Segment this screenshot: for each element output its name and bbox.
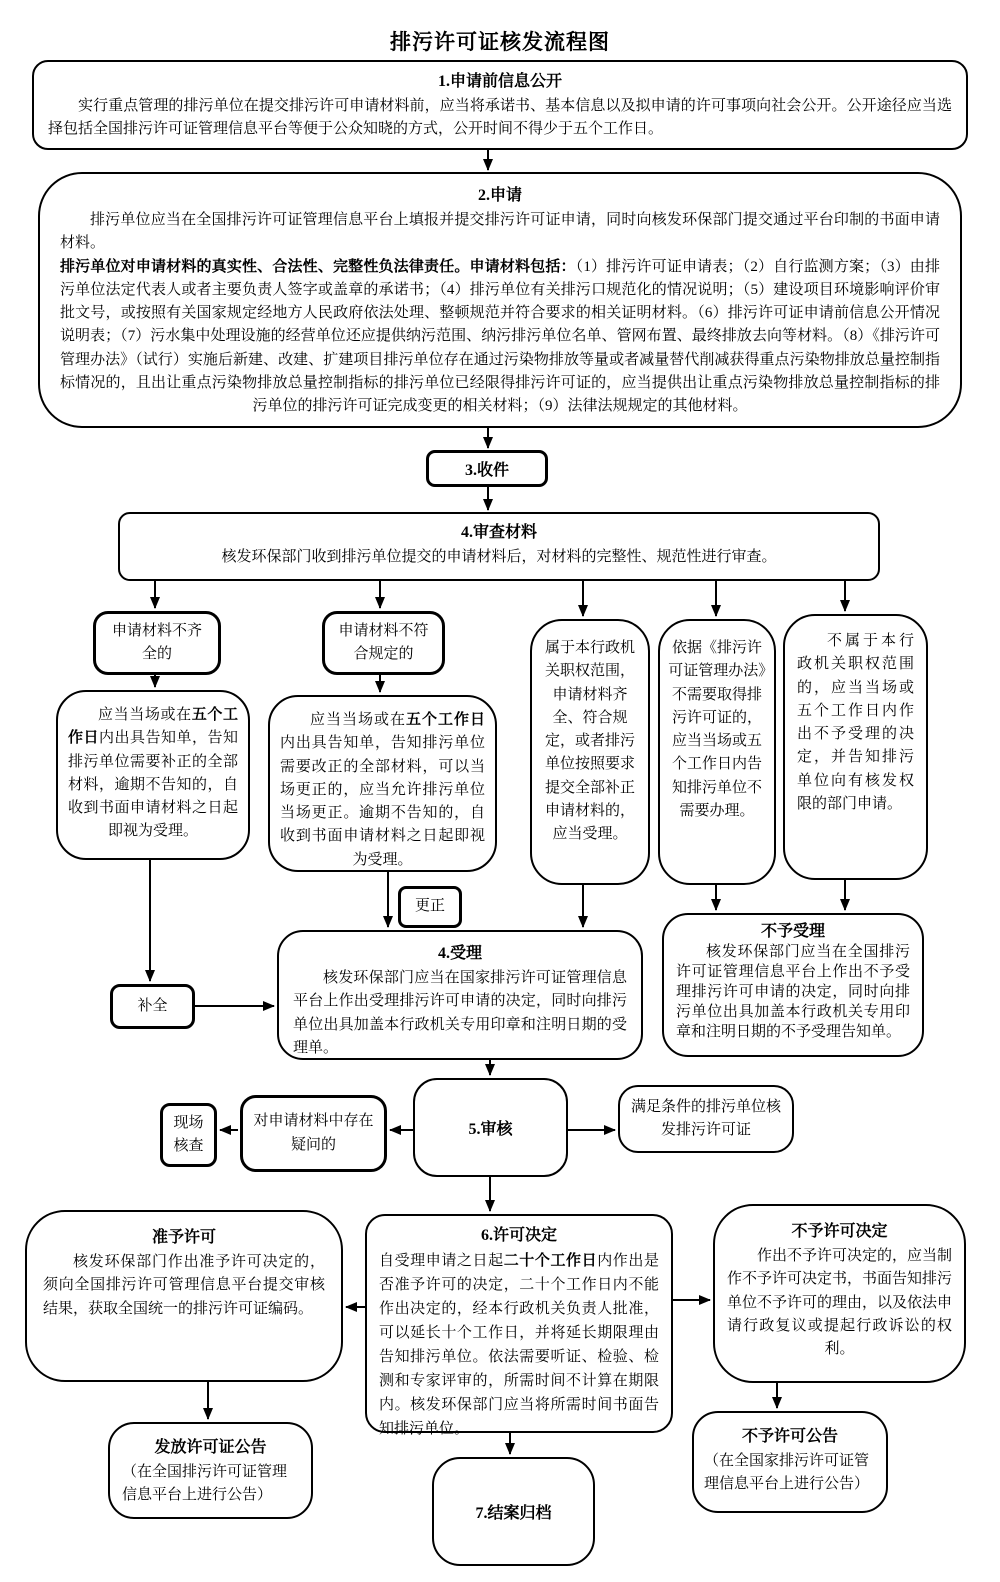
node-heading: 1.申请前信息公开 (437, 73, 562, 90)
node-heading: 不予许可公告 (741, 1428, 838, 1445)
node-label: 3.收件 (464, 462, 509, 479)
node-body-materials: 排污单位对申请材料的真实性、合法性、完整性负法律责任。申请材料包括：（1）排污许可证申请表；（2）自行监测方案；（3）由排污单位法定代表人或者主要负责人签字或盖章的承诺书；（4）排污单位有关排污口规范化的情况说明；（5）建设项目环境影响评价审批文号，或按照有关国家规定经地方人民政府依法处理、整顿规范并符合要求的相关证明材料。（6）排污许可证申请前信息公开情况说明表；（7）污水集中处理设施的经营单位还应提供纳污范围、纳污排污单位名单、管网布置、最终排放去向等材料。（8）《排污许可管理办法》（试行）实施后新建、改建、扩建项目排污单位存在通过污染物排放等量或者减量替代削减获得重点污染物排放总量控制指标情况的，且出让重点污染物排放总量控制指标的排污单位已经限得排污许可证的，应当提供出让重点污染物排放总量控制指标的排污单位的排污许可证完成变更的相关材料；（9）法律法规规定的其他材料。 (60, 258, 940, 415)
node-body: 核发环保部门收到排污单位提交的申请材料后，对材料的完整性、规范性进行审查。 (221, 549, 777, 566)
node-materials-in-doubt (240, 1095, 387, 1172)
node-body: 应当当场或在五个工作日内出具告知单，告知排污单位需要补正的全部材料，逾期不告知的，自收到书面申请材料之日起即视为受理。 (68, 707, 238, 840)
node-heading: 2.申请 (477, 187, 522, 204)
node-label: 申请材料不齐全的 (111, 622, 202, 662)
node-body: （在全国排污许可证管理信息平台上进行公告） (122, 1464, 288, 1504)
node-step1-pre-application-publicity (32, 60, 968, 150)
node-branch-materials-nonconforming (322, 611, 445, 675)
page-title: 排污许可证核发流程图 (390, 30, 610, 54)
node-step5-verification (413, 1078, 568, 1177)
node-body: 实行重点管理的排污单位在提交排污许可申请材料前，应当将承诺书、基本信息以及拟申请的许可事项向社会公开。公开途径应当选择包括全国排污许可证管理信息平台等便于公众知晓的方式，公开时间不得少于五个工作日。 (48, 98, 952, 138)
node-heading: 4.受理 (437, 945, 482, 962)
node-body: （在全国家排污许可证管理信息平台上进行公告） (704, 1453, 870, 1493)
node-body: 核发环保部门应当在全国排污许可证管理信息平台上作出不予受理排污许可申请的决定，同时向排污单位出具加盖本行政机关专用印章和注明日期的不予受理告知单。 (676, 944, 910, 1040)
node-branch-within-authority (530, 619, 650, 885)
node-deny-permit-decision (713, 1204, 966, 1383)
node-label: 补全 (137, 997, 168, 1014)
node-branch-outside-authority (783, 614, 928, 880)
node-branch-no-permit-needed (658, 619, 776, 885)
node-body-intro: 排污单位应当在全国排污许可证管理信息平台上填报并提交排污许可证申请，同时向核发环保部门提交通过平台印制的书面申请材料。 (60, 212, 940, 252)
node-branch-materials-incomplete (93, 611, 221, 675)
node-notify-correct (268, 695, 497, 872)
node-label: 7.结案归档 (475, 1505, 552, 1522)
node-body: 属于本行政机关职权范围，申请材料齐全、符合规定，或者排污单位按照要求提交全部补正申请材料的，应当受理。 (544, 640, 635, 842)
node-body: 作出不予许可决定的，应当制作不予许可决定书，书面告知排污单位不予许可的理由，以及依法申请行政复议或提起行政诉讼的权利。 (727, 1248, 953, 1358)
node-body: 依据《排污许可证管理办法》不需要取得排污许可证的，应当当场或五个工作日内告知排污单位不需要办理。 (668, 640, 766, 819)
node-grant-permit (25, 1210, 343, 1382)
node-heading: 发放许可证公告 (154, 1439, 267, 1456)
node-body: 自受理申请之日起二十个工作日内作出是否准予许可的决定，二十个工作日内不能作出决定的，经本行政机关负责人批准，可以延长十个工作日，并将延长期限理由告知排污单位。依法需要听证、检验、检测和专家评审的，所需时间不计算在期限内。核发环保部门应当将所需时间书面告知排污单位。 (379, 1253, 659, 1438)
node-step2-application (38, 172, 962, 428)
node-onsite-check (160, 1103, 217, 1167)
node-label: 更正 (414, 898, 445, 915)
node-label: 现场核查 (173, 1114, 204, 1154)
node-heading: 不予许可决定 (791, 1223, 888, 1240)
node-body: 核发环保部门应当在国家排污许可证管理信息平台上作出受理排污许可申请的决定，同时向排污单位出具加盖本行政机关专用印章和注明日期的受理单。 (293, 970, 627, 1056)
node-step3-receipt (426, 450, 548, 487)
node-heading: 准予许可 (151, 1229, 216, 1246)
node-permit-issue-notice (108, 1422, 313, 1519)
node-rejection-of-acceptance (662, 913, 924, 1057)
node-body: 不属于本行政机关职权范围的，应当当场或五个工作日内作出不予受理的决定，并告知排污单位向有核发权限的部门申请。 (797, 633, 914, 812)
node-correction-label (398, 886, 462, 928)
node-permit-deny-notice (692, 1411, 888, 1513)
node-label: 5.审核 (468, 1121, 513, 1138)
node-heading: 4.审查材料 (460, 524, 537, 541)
node-label: 申请材料不符合规定的 (338, 622, 429, 662)
node-heading: 不予受理 (760, 923, 825, 940)
node-step4-review-materials (118, 512, 880, 581)
node-notify-supplement (56, 690, 250, 860)
node-supplement-label (110, 984, 195, 1029)
node-step7-case-filing (432, 1457, 595, 1566)
node-step4-acceptance (277, 930, 643, 1060)
node-step6-permit-decision (365, 1214, 673, 1438)
node-label: 对申请材料中存在疑问的 (253, 1113, 374, 1153)
node-qualified-issue-permit (618, 1085, 794, 1153)
node-heading: 6.许可决定 (480, 1227, 557, 1244)
node-body: 应当当场或在五个工作日内出具告知单，告知排污单位需要改正的全部材料，可以当场更正的，应当允许排污单位当场更正。逾期不告知的，自收到书面申请材料之日起即视为受理。 (280, 712, 485, 868)
node-label: 满足条件的排污单位核发排污许可证 (630, 1098, 781, 1138)
node-body: 核发环保部门作出准予许可决定的，须向全国排污许可管理信息平台提交审核结果，获取全国统一的排污许可证编码。 (43, 1254, 325, 1317)
